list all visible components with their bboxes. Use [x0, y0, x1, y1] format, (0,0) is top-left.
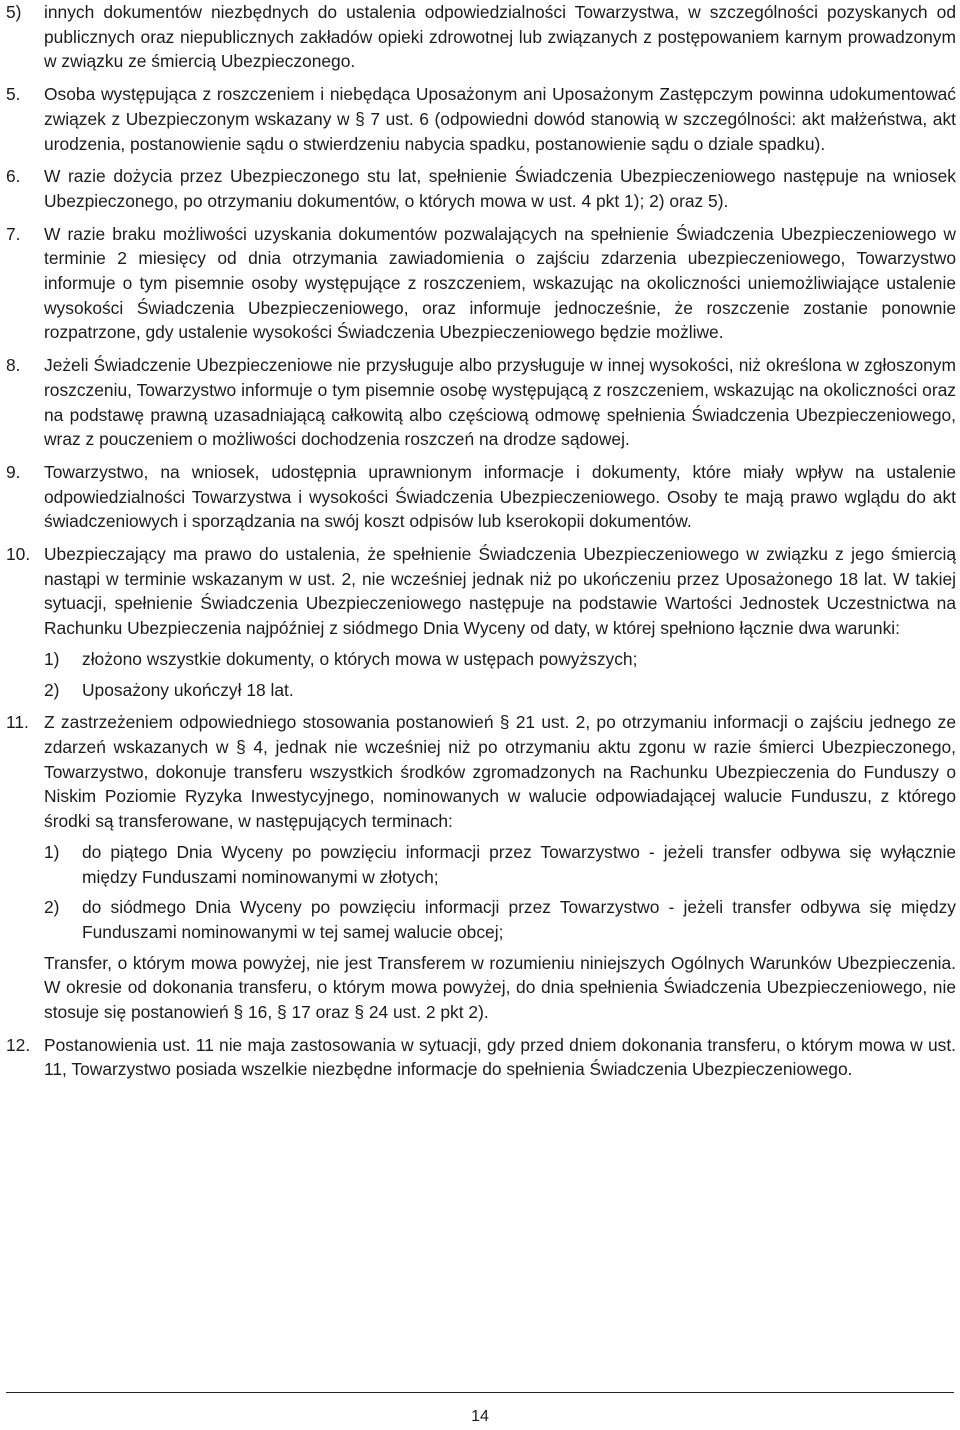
item-text: Osoba występująca z roszczeniem i niebędąca Uposażonym ani Uposażonym Zastępczym powinna udokumentować związek z Ubezpieczonym wskazany w § 7 ust. 6 (odpowiedni dowód stanowią w szczególności: akt małżeństwa, akt urodzenia, postanowienie sądu o stwierdzeniu nabycia spadku, postanowienie sądu o dziale spadku).: [44, 84, 956, 154]
item-text: Z zastrzeżeniem odpowiedniego stosowania postanowień § 21 ust. 2, po otrzymaniu informacji o zajściu jednego ze zdarzeń wskazanych w § 4, jednak nie wcześniej niż po otrzymaniu aktu zgonu w razie śmierci Ubezpieczonego, Towarzystwo, dokonuje transferu wszystkich środków zgromadzonych na Rachunku Ubezpieczenia do Funduszy o Niskim Poziomie Ryzyka Inwestycyjnego, nominowanych w walucie odpowiadającej walucie Funduszu, z którego środki są transferowane, w następujących terminach:: [44, 712, 956, 832]
list-item: [6, 164, 956, 213]
sub-item-text: Uposażony ukończył 18 lat.: [82, 679, 294, 700]
item-number: 12.: [6, 1034, 31, 1055]
page-number: 14: [471, 1408, 489, 1425]
item-number: 5.: [6, 84, 21, 105]
sub-item-number: 2): [44, 679, 60, 700]
list-item: [6, 222, 956, 346]
sub-item-text: do siódmego Dnia Wyceny po powzięciu informacji przez Towarzystwo - jeżeli transfer odbywa się między Funduszami nominowanymi w tej samej walucie obcej;: [82, 897, 956, 942]
item-number: 9.: [6, 461, 21, 482]
sub-item: [44, 678, 956, 703]
sub-item: [44, 647, 956, 672]
item-body: [44, 542, 956, 702]
footer-divider: [6, 1392, 954, 1393]
list-item: [6, 542, 956, 702]
list-item: [6, 1033, 956, 1082]
list-item: [6, 82, 956, 156]
item-number: 11.: [6, 712, 29, 733]
sub-item-text: do piątego Dnia Wyceny po powzięciu informacji przez Towarzystwo - jeżeli transfer odbywa się wyłącznie między Funduszami nominowanymi w złotych;: [82, 841, 956, 887]
sub-item-number: 1): [44, 841, 60, 862]
item-text: W razie dożycia przez Ubezpieczonego stu lat, spełnienie Świadczenia Ubezpieczeniowego następuje na wniosek Ubezpieczonego, po otrzymaniu dokumentów, o których mowa w ust. 4 pkt 1); 2) oraz 5).: [44, 166, 956, 211]
item-text: Postanowienia ust. 11 nie maja zastosowania w sytuacji, gdy przed dniem dokonania transferu, o którym mowa w ust. 11, Towarzystwo posiada wszelkie niezbędne informacje do spełnienia Świadczenia Ubezpieczeniowego.: [44, 1034, 956, 1080]
item-text: Towarzystwo, na wniosek, udostępnia uprawnionym informacje i dokumenty, które miały wpływ na ustalenie odpowiedzialności Towarzystwa i wysokości Świadczenia Ubezpieczeniowego. Osoby te mają prawo wglądu do akt świadczeniowych i sporządzania na swój koszt odpisów lub kserokopii dokumentów.: [44, 461, 956, 532]
list-item: [6, 710, 956, 1024]
sub-item-text: złożono wszystkie dokumenty, o których mowa w ustępach powyższych;: [82, 648, 638, 669]
item-text: innych dokumentów niezbędnych do ustalenia odpowiedzialności Towarzystwa, w szczególności pozyskanych od publicznych oraz niepublicznych zakładów opieki zdrowotnej lub związanych z postępowaniem karnym prowadzonym w związku ze śmiercią Ubezpieczonego.: [44, 2, 956, 72]
item-body: [44, 710, 956, 1024]
sub-item-number: 2): [44, 897, 60, 918]
document-page: [6, 0, 956, 1082]
sub-item-number: 1): [44, 648, 60, 669]
list-item: [6, 0, 956, 74]
item-number: 5): [6, 2, 22, 22]
item-continuation-text: Transfer, o którym mowa powyżej, nie jest Transferem w rozumieniu niniejszych Ogólnych Warunków Ubezpieczenia. W okresie od dokonania transferu, o którym mowa powyżej, do dnia spełnienia Świadczenia Ubezpieczeniowego, nie stosuje się postanowień § 16, § 17 oraz § 24 ust. 2 pkt 2).: [44, 952, 956, 1023]
item-text: Ubezpieczający ma prawo do ustalenia, że spełnienie Świadczenia Ubezpieczeniowego w związku z jego śmiercią nastąpi w terminie wskazanym w ust. 2, nie wcześniej jednak niż po ukończeniu przez Uposażonego 18 lat. W takiej sytuacji, spełnienie Świadczenia Ubezpieczeniowego następuje na podstawie Wartości Jednostek Uczestnictwa na Rachunku Ubezpieczenia najpóźniej z siódmego Dnia Wyceny od daty, w której spełniono łącznie dwa warunki:: [44, 544, 956, 639]
item-number: 7.: [6, 223, 21, 244]
item-text: Jeżeli Świadczenie Ubezpieczeniowe nie przysługuje albo przysługuje w innej wysokości, niż określona w zgłoszonym roszczeniu, Towarzystwo informuje o tym pisemnie osobę występującą z roszczeniem, wskazując na okoliczności oraz na podstawę prawną uzasadniającą całkowitą albo częściową odmowę spełnienia Świadczenia Ubezpieczeniowego, wraz z pouczeniem o możliwości dochodzenia roszczeń na drodze sądowej.: [44, 355, 956, 450]
list-item: [6, 353, 956, 452]
item-number: 10.: [6, 544, 31, 565]
sub-item: [44, 840, 956, 889]
list-item: [6, 460, 956, 534]
sub-item: [44, 895, 956, 944]
item-text: W razie braku możliwości uzyskania dokumentów pozwalających na spełnienie Świadczenia Ubezpieczeniowego w terminie 2 miesięcy od dnia otrzymania zawiadomienia o zajściu zdarzenia ubezpieczeniowego, Towarzystwo informuje o tym pisemnie osoby występujące z roszczeniem, wskazując na okoliczności uniemożliwiające ustalenie wysokości Świadczenia Ubezpieczeniowego, oraz informuje jednocześnie, że roszczenie zostanie ponownie rozpatrzone, gdy ustalenie wysokości Świadczenia Ubezpieczeniowego będzie możliwe.: [44, 223, 956, 343]
item-number: 8.: [6, 355, 21, 376]
item-number: 6.: [6, 166, 21, 187]
